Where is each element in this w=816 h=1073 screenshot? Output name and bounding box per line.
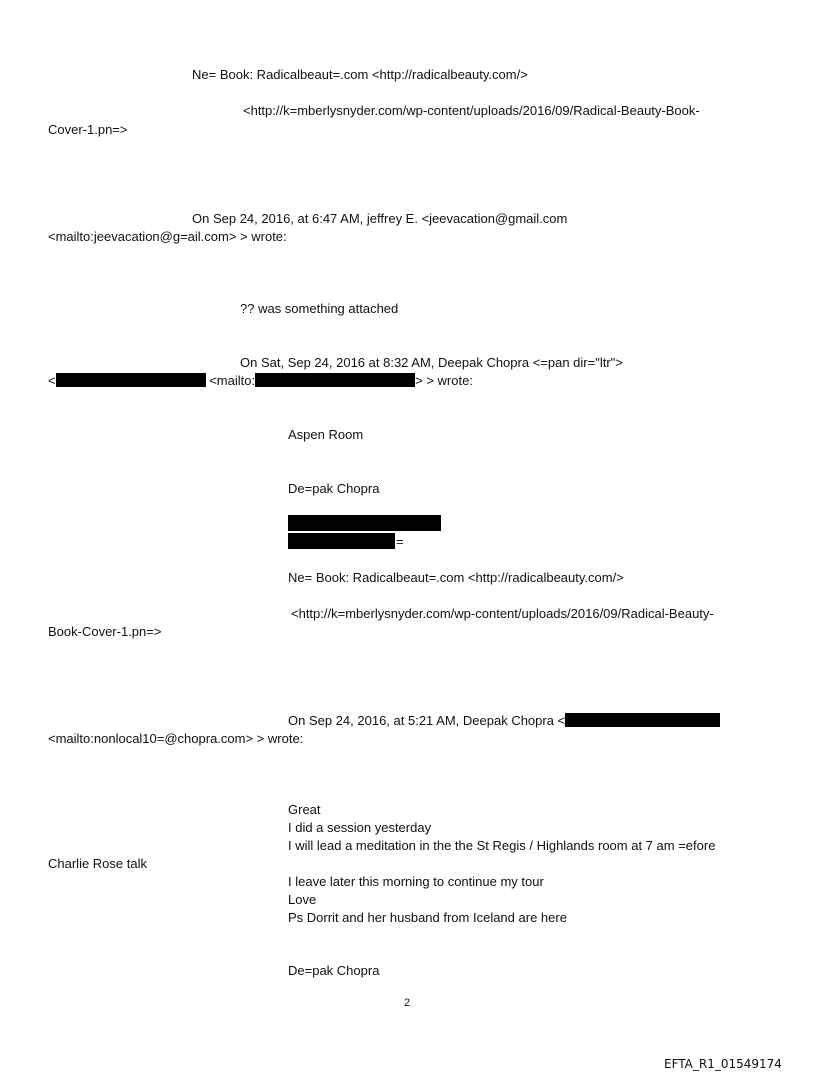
text-fragment: <mailto: — [209, 373, 256, 388]
redaction-bar — [288, 533, 395, 549]
email-line: Book-Cover-1.pn=> — [48, 624, 162, 639]
text-fragment: > > wrote: — [415, 373, 473, 388]
email-line: <http://k=mberlysnyder.com/wp-content/uploads/2016/09/Radical-Beauty-Book- — [243, 103, 700, 118]
redaction-bar — [565, 713, 720, 727]
redaction-bar — [255, 373, 415, 387]
text-fragment: On Sep 24, 2016, at 5:21 AM, Deepak Chopra < — [288, 713, 566, 728]
email-header-line — [48, 372, 473, 389]
email-body-line: I will lead a meditation in the the St Regis / Highlands room at 7 am =efore — [288, 838, 716, 853]
signature-name: De=pak Chopra — [288, 481, 380, 496]
redaction-bar — [56, 373, 206, 387]
page-number: 2 — [404, 997, 411, 1009]
email-header-line: On Sep 24, 2016, at 6:47 AM, jeffrey E. <jeevacation@gmail.com — [192, 211, 568, 226]
email-body-line: Aspen Room — [288, 427, 364, 442]
email-header-line: <mailto:nonlocal10=@chopra.com> > wrote: — [48, 731, 304, 746]
email-body-line: Love — [288, 892, 317, 907]
email-line: = — [396, 534, 404, 549]
email-body-line: Ps Dorrit and her husband from Iceland are here — [288, 910, 567, 925]
email-header-line: <mailto:jeevacation@g=ail.com> > wrote: — [48, 229, 287, 244]
signature-name: De=pak Chopra — [288, 963, 380, 978]
email-body-line: ?? was something attached — [240, 301, 399, 316]
redaction-bar — [288, 515, 441, 531]
email-body-line: Great — [288, 802, 321, 817]
email-body-line: I did a session yesterday — [288, 820, 432, 835]
email-body-line: Charlie Rose talk — [48, 856, 147, 871]
email-line: Ne= Book: Radicalbeaut=.com <http://radicalbeauty.com/> — [288, 570, 624, 585]
document-id: EFTA_R1_01549174 — [664, 1057, 782, 1071]
text-fragment: < — [48, 373, 56, 388]
email-header-line: On Sat, Sep 24, 2016 at 8:32 AM, Deepak Chopra <=pan dir="ltr"> — [240, 355, 623, 370]
email-line: Cover-1.pn=> — [48, 122, 128, 137]
email-line: <http://k=mberlysnyder.com/wp-content/uploads/2016/09/Radical-Beauty- — [291, 606, 714, 621]
email-body-line: I leave later this morning to continue my tour — [288, 874, 544, 889]
email-line: Ne= Book: Radicalbeaut=.com <http://radicalbeauty.com/> — [192, 67, 528, 82]
email-header-line — [288, 712, 720, 729]
